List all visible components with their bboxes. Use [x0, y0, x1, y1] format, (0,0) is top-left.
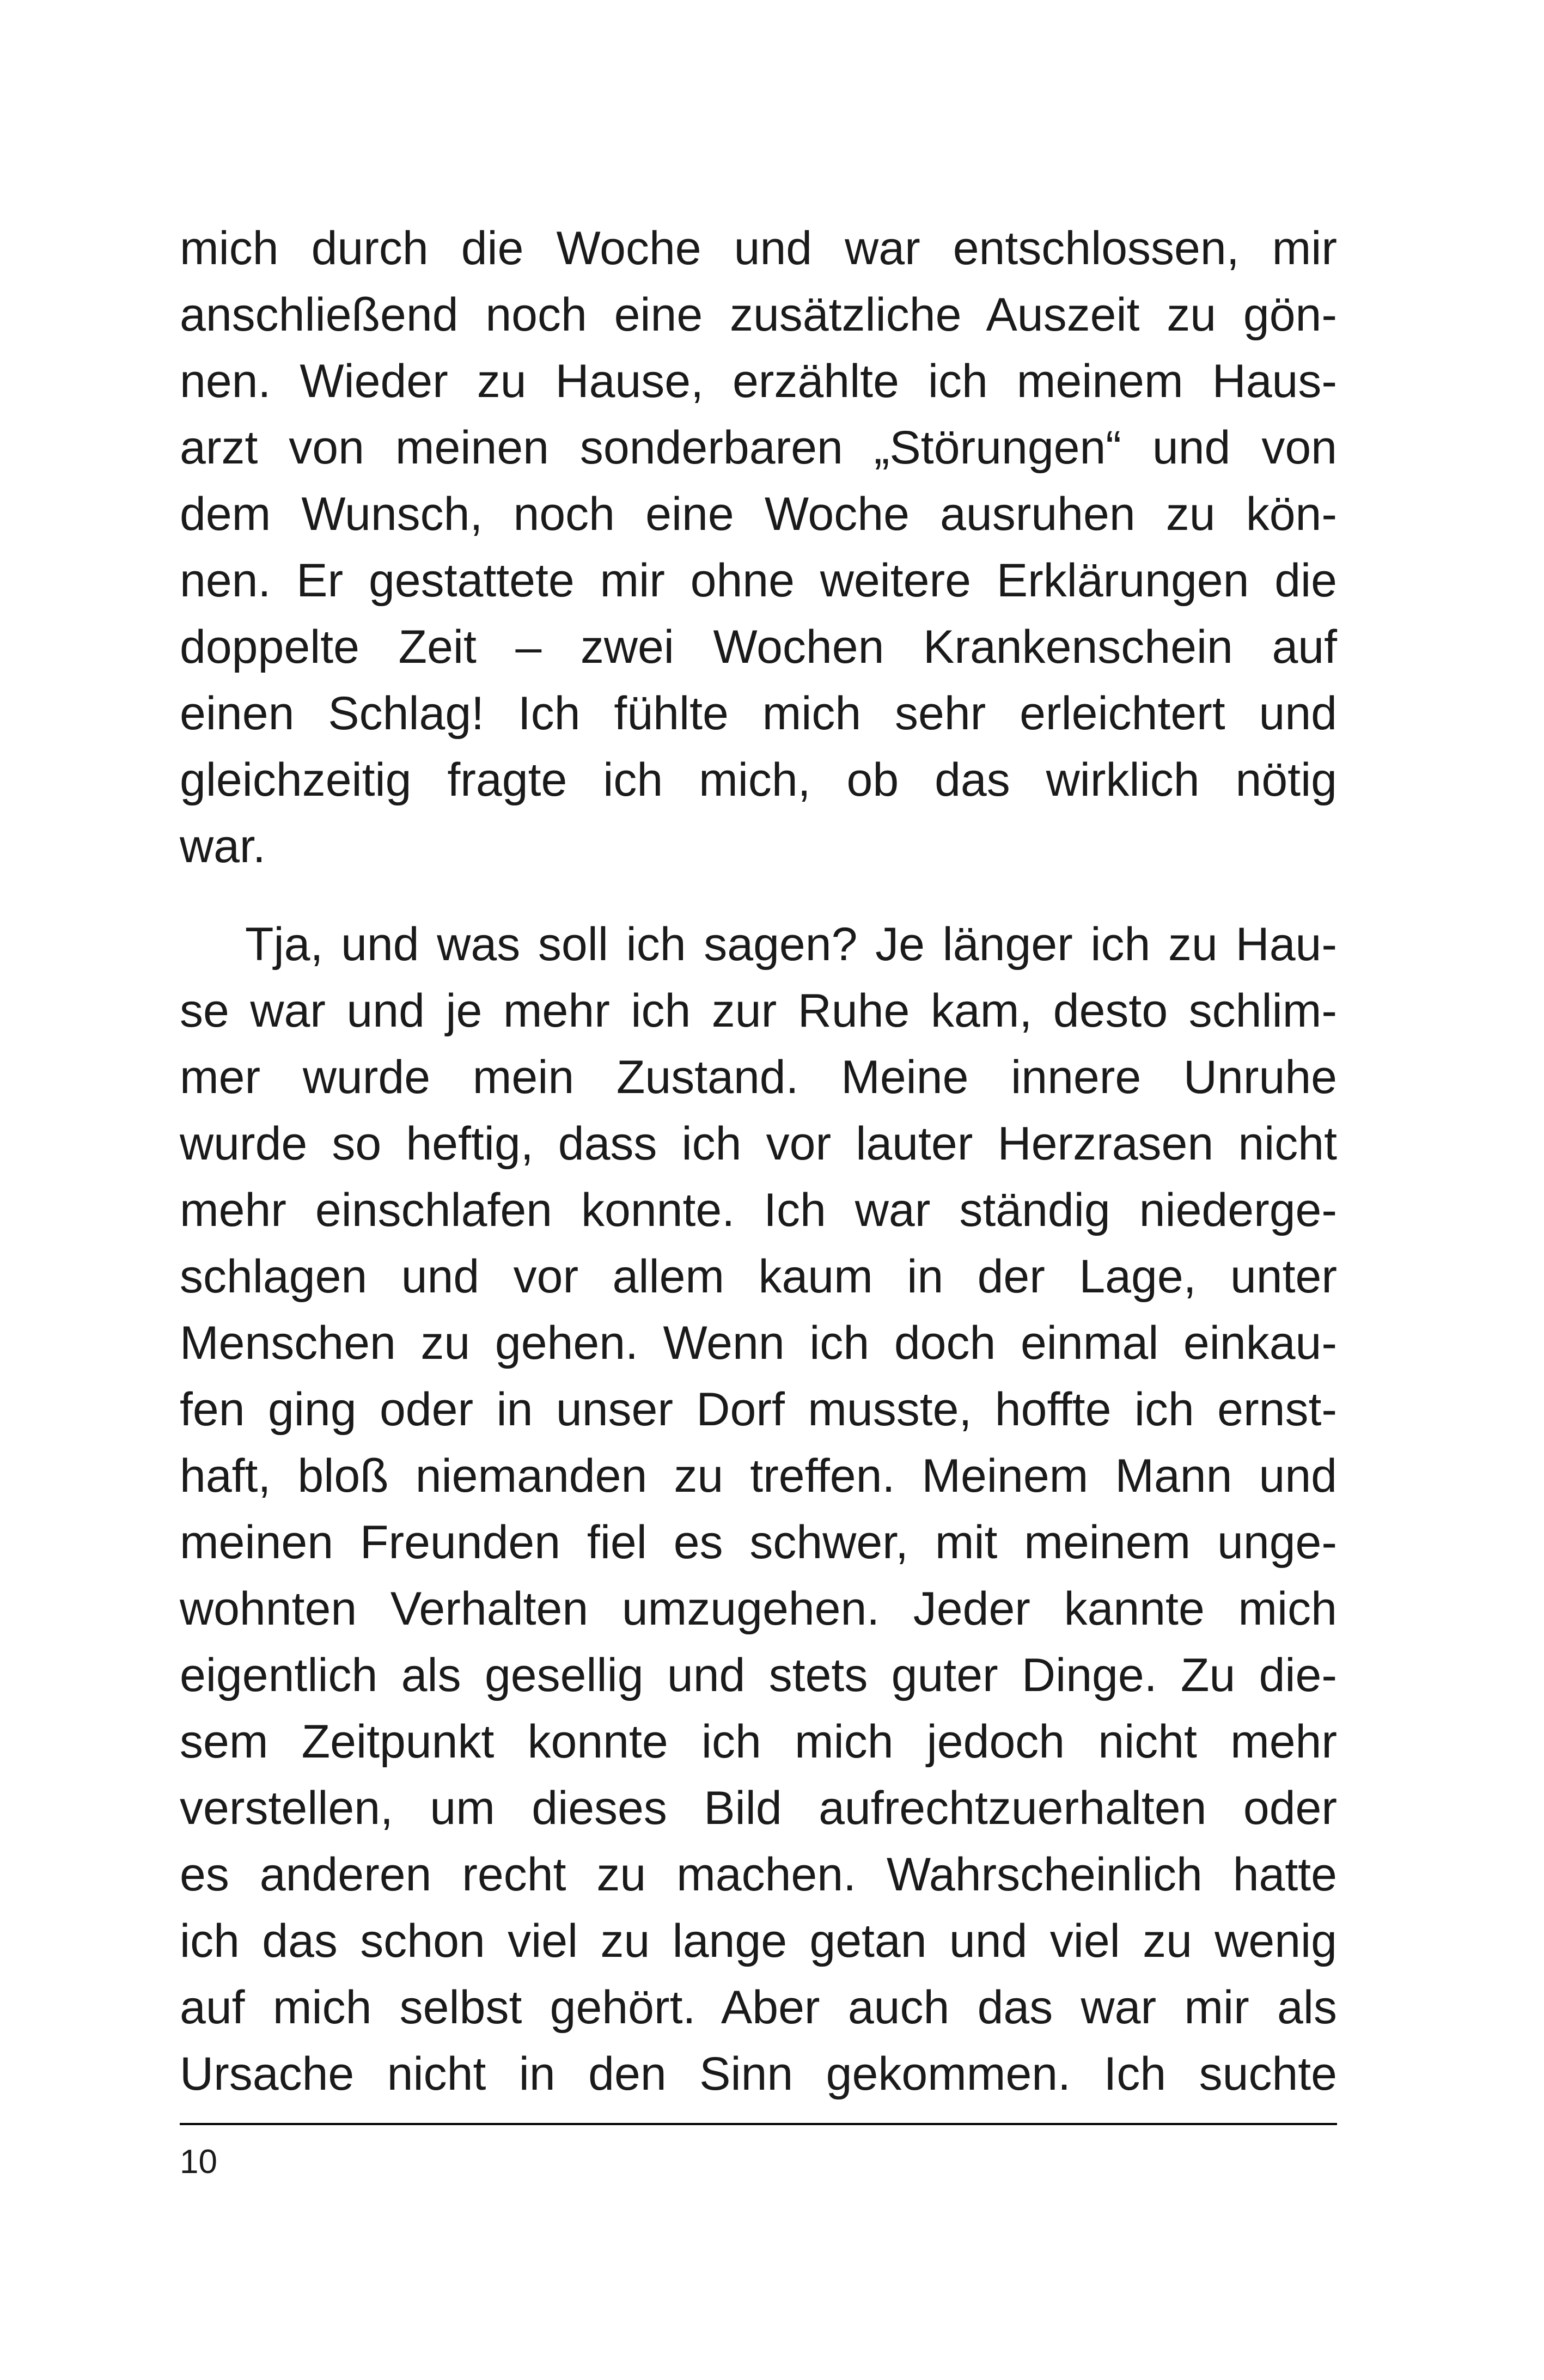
text-line: fen ging oder in unser Dorf musste, hoffte ich ernst-: [180, 1383, 1337, 1436]
paragraph: [180, 215, 1337, 880]
page-number: 10: [180, 2143, 217, 2181]
text-line: wohnten Verhalten umzugehen. Jeder kannte mich: [180, 1583, 1337, 1635]
text-line: Menschen zu gehen. Wenn ich doch einmal einkau-: [180, 1317, 1337, 1369]
text-line: dem Wunsch, noch eine Woche ausruhen zu kön-: [180, 488, 1337, 540]
text-line: mehr einschlafen konnte. Ich war ständig niederge-: [180, 1184, 1337, 1236]
text-line: doppelte Zeit – zwei Wochen Krankenschein auf: [180, 621, 1337, 673]
body-text: [180, 215, 1337, 2107]
text-line: haft, bloß niemanden zu treffen. Meinem Mann und: [180, 1450, 1337, 1502]
text-line: eigentlich als gesellig und stets guter Dinge. Zu die-: [180, 1649, 1337, 1701]
text-line: wurde so heftig, dass ich vor lauter Herzrasen nicht: [180, 1118, 1337, 1170]
text-line: schlagen und vor allem kaum in der Lage, unter: [180, 1250, 1337, 1303]
text-line: Ursache nicht in den Sinn gekommen. Ich suchte: [180, 2048, 1337, 2100]
text-line: se war und je mehr ich zur Ruhe kam, desto schlim-: [180, 985, 1337, 1037]
text-line: nen. Wieder zu Hause, erzählte ich meinem Haus-: [180, 355, 1337, 407]
text-line: auf mich selbst gehört. Aber auch das war mir als: [180, 1981, 1337, 2034]
text-line: verstellen, um dieses Bild aufrechtzuerhalten oder: [180, 1782, 1337, 1834]
text-line: es anderen recht zu machen. Wahrscheinlich hatte: [180, 1848, 1337, 1901]
text-line: war.: [180, 820, 266, 872]
paragraph-spacer: [180, 880, 1337, 911]
text-line: sem Zeitpunkt konnte ich mich jedoch nicht mehr: [180, 1716, 1337, 1768]
text-line: einen Schlag! Ich fühlte mich sehr erleichtert und: [180, 687, 1337, 740]
text-line: arzt von meinen sonderbaren „Störungen“ und von: [180, 422, 1337, 474]
text-line: anschließend noch eine zusätzliche Auszeit zu gön-: [180, 289, 1337, 341]
text-line: gleichzeitig fragte ich mich, ob das wirklich nötig: [180, 754, 1337, 806]
paragraph: [180, 911, 1337, 2107]
text-line: meinen Freunden fiel es schwer, mit meinem unge-: [180, 1516, 1337, 1569]
footer-divider: [180, 2123, 1337, 2125]
text-line: nen. Er gestattete mir ohne weitere Erklärungen die: [180, 554, 1337, 607]
text-line: mer wurde mein Zustand. Meine innere Unruhe: [180, 1051, 1337, 1103]
text-line: ich das schon viel zu lange getan und viel zu wenig: [180, 1915, 1337, 1967]
text-line: Tja, und was soll ich sagen? Je länger ich zu Hau-: [245, 918, 1337, 971]
text-line: mich durch die Woche und war entschlossen, mir: [180, 222, 1337, 274]
